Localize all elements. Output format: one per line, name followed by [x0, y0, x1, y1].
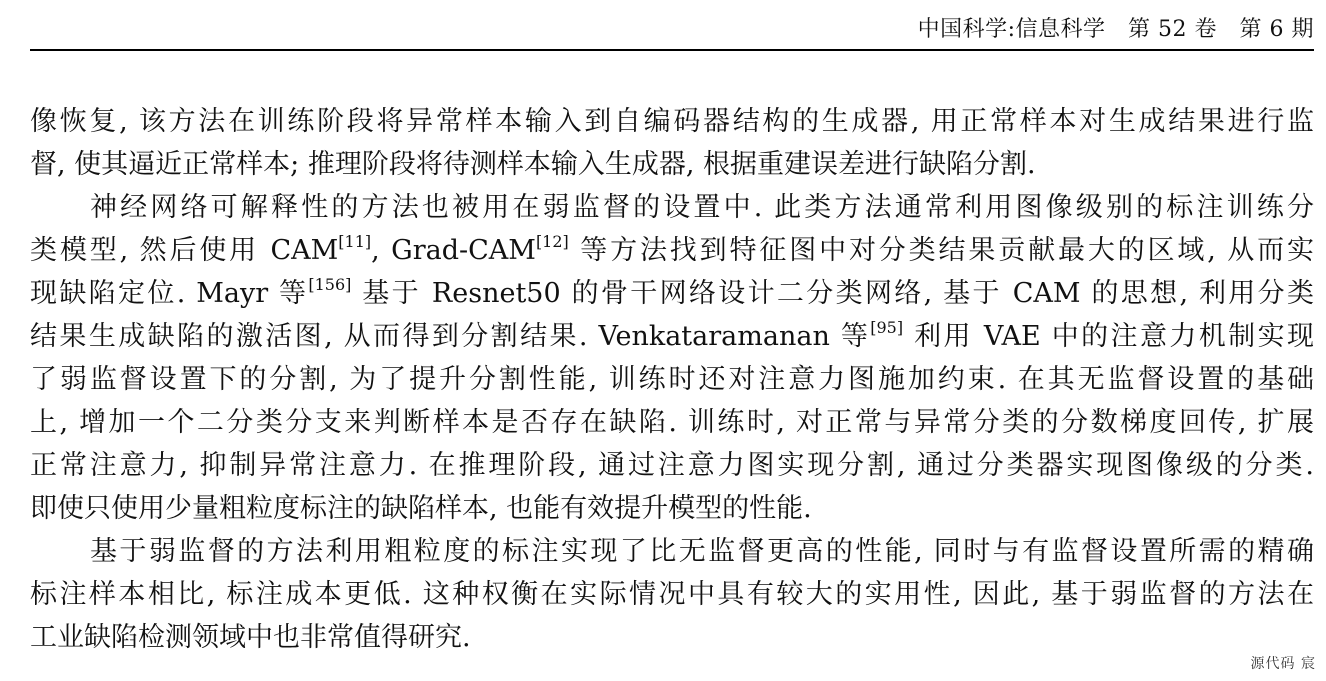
text-line [30, 315, 1314, 358]
text-line: 基于弱监督的方法利用粗粒度的标注实现了比无监督更高的性能, 同时与有监督设置所需的精确 [90, 536, 1314, 567]
text-line: 神经网络可解释性的方法也被用在弱监督的设置中. 此类方法通常利用图像级别的标注训练分 [90, 192, 1314, 223]
text-segment: 现缺陷定位. Mayr 等 [30, 278, 309, 309]
paragraph-1 [30, 100, 1314, 186]
text-segment: 等方法找到特征图中对分类结果贡献最大的区域, 从而实 [568, 235, 1314, 266]
text-line: 即使只使用少量粗粒度标注的缺陷样本, 也能有效提升模型的性能. [30, 493, 812, 524]
text-line: 工业缺陷检测领域中也非常值得研究. [30, 622, 471, 653]
text-segment: , Grad-CAM [371, 235, 536, 266]
text-line: 正常注意力, 抑制异常注意力. 在推理阶段, 通过注意力图实现分割, 通过分类器实现图像级的分类. [30, 450, 1314, 481]
text-line: 上, 增加一个二分类分支来判断样本是否存在缺陷. 训练时, 对正常与异常分类的分数梯度回传, 扩展 [30, 407, 1314, 438]
text-line: 了弱监督设置下的分割, 为了提升分割性能, 训练时还对注意力图施加约束. 在其无监督设置的基础 [30, 364, 1314, 395]
header-rule [30, 49, 1314, 51]
text-segment: 类模型, 然后使用 CAM [30, 235, 339, 266]
issue-number: 第 6 期 [1239, 17, 1314, 42]
text-line: 督, 使其逼近正常样本; 推理阶段将待测样本输入生成器, 根据重建误差进行缺陷分割. [30, 149, 1036, 180]
citation-ref[interactable]: [11] [338, 232, 372, 251]
text-segment: 结果生成缺陷的激活图, 从而得到分割结果. Venkataramanan 等 [30, 321, 871, 352]
paragraph-3 [30, 530, 1314, 659]
watermark: 源代码 宸 [1250, 656, 1316, 672]
paragraph-2 [30, 186, 1314, 530]
text-line [30, 272, 1314, 315]
text-segment: 利用 VAE 中的注意力机制实现 [903, 321, 1314, 352]
text-line: 标注样本相比, 标注成本更低. 这种权衡在实际情况中具有较大的实用性, 因此, 基于弱监督的方法在 [30, 579, 1314, 610]
citation-ref[interactable]: [12] [535, 232, 569, 251]
text-line: 像恢复, 该方法在训练阶段将异常样本输入到自编码器结构的生成器, 用正常样本对生成结果进行监 [30, 106, 1315, 137]
article-body [30, 100, 1314, 659]
running-header [918, 12, 1314, 43]
text-segment: 基于 Resnet50 的骨干网络设计二分类网络, 基于 CAM 的思想, 利用分类 [351, 278, 1314, 309]
journal-name: 中国科学:信息科学 [917, 17, 1106, 42]
text-line [30, 229, 1314, 272]
citation-ref[interactable]: [95] [870, 318, 904, 337]
volume-number: 第 52 卷 [1128, 17, 1218, 42]
citation-ref[interactable]: [156] [308, 275, 352, 294]
